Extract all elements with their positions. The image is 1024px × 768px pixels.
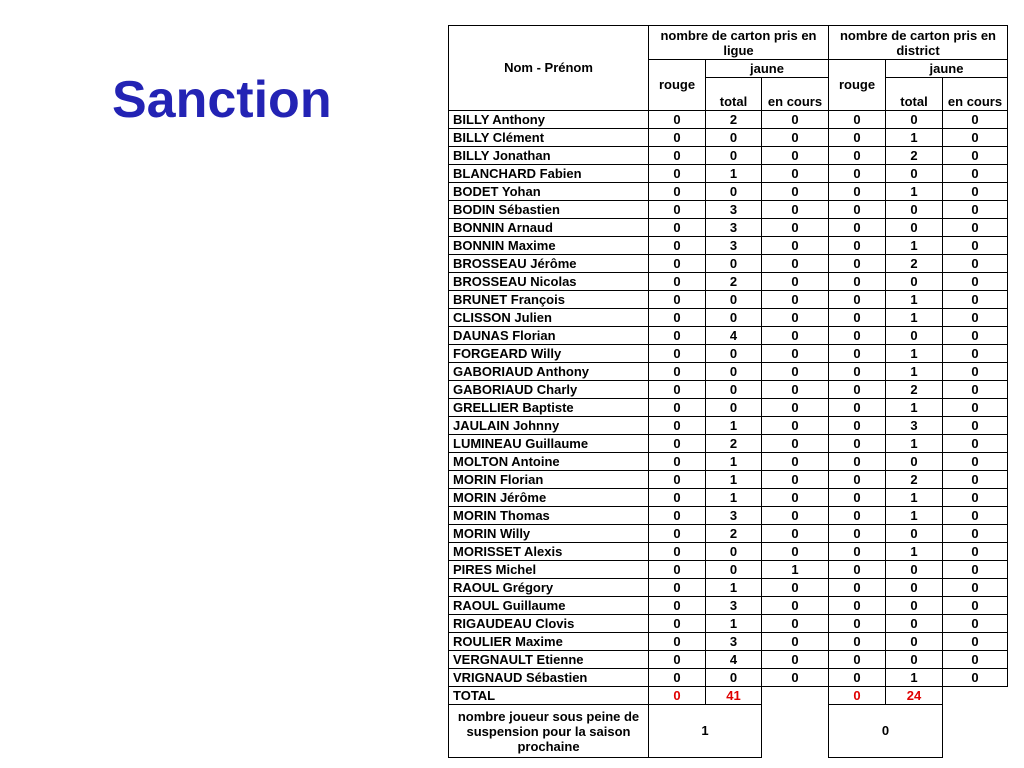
player-name: MORISSET Alexis bbox=[449, 543, 649, 561]
empty-cell bbox=[762, 705, 829, 758]
cell-ligue-en-cours: 0 bbox=[762, 417, 829, 435]
player-name: BODET Yohan bbox=[449, 183, 649, 201]
cell-ligue-en-cours: 0 bbox=[762, 237, 829, 255]
player-name: BONNIN Arnaud bbox=[449, 219, 649, 237]
cell-district-total: 0 bbox=[886, 597, 943, 615]
cell-district-en-cours: 0 bbox=[943, 633, 1008, 651]
cell-district-rouge: 0 bbox=[829, 183, 886, 201]
player-name: MORIN Florian bbox=[449, 471, 649, 489]
table-row bbox=[449, 255, 1008, 273]
cell-ligue-rouge: 0 bbox=[649, 543, 706, 561]
cell-district-total: 0 bbox=[886, 525, 943, 543]
cell-district-total: 0 bbox=[886, 273, 943, 291]
player-name: RAOUL Grégory bbox=[449, 579, 649, 597]
cell-ligue-total: 2 bbox=[706, 273, 762, 291]
cell-ligue-total: 1 bbox=[706, 489, 762, 507]
cell-ligue-rouge: 0 bbox=[649, 291, 706, 309]
player-name: MOLTON Antoine bbox=[449, 453, 649, 471]
suspension-row bbox=[449, 705, 1008, 758]
cell-district-en-cours: 0 bbox=[943, 597, 1008, 615]
cell-ligue-en-cours: 0 bbox=[762, 183, 829, 201]
table-row bbox=[449, 633, 1008, 651]
cell-ligue-rouge: 0 bbox=[649, 453, 706, 471]
cell-district-total: 0 bbox=[886, 111, 943, 129]
cell-district-rouge: 0 bbox=[829, 201, 886, 219]
player-name: BROSSEAU Nicolas bbox=[449, 273, 649, 291]
player-name: BILLY Anthony bbox=[449, 111, 649, 129]
cell-district-rouge: 0 bbox=[829, 417, 886, 435]
cell-ligue-rouge: 0 bbox=[649, 129, 706, 147]
cell-district-rouge: 0 bbox=[829, 579, 886, 597]
cell-district-en-cours: 0 bbox=[943, 651, 1008, 669]
cell-district-rouge: 0 bbox=[829, 615, 886, 633]
cell-ligue-en-cours: 0 bbox=[762, 453, 829, 471]
cell-ligue-rouge: 0 bbox=[649, 525, 706, 543]
player-name: GRELLIER Baptiste bbox=[449, 399, 649, 417]
cell-ligue-total: 0 bbox=[706, 561, 762, 579]
cell-ligue-en-cours: 0 bbox=[762, 543, 829, 561]
table-row bbox=[449, 183, 1008, 201]
cell-ligue-total: 0 bbox=[706, 381, 762, 399]
cell-ligue-rouge: 0 bbox=[649, 273, 706, 291]
cell-district-rouge: 0 bbox=[829, 525, 886, 543]
cell-ligue-en-cours: 0 bbox=[762, 327, 829, 345]
cell-ligue-total: 2 bbox=[706, 525, 762, 543]
suspension-label: nombre joueur sous peine de suspension pour la saison prochaine bbox=[449, 705, 649, 758]
header-ligue: nombre de carton pris en ligue bbox=[649, 26, 829, 60]
cell-district-rouge: 0 bbox=[829, 129, 886, 147]
table-row bbox=[449, 309, 1008, 327]
player-name: VRIGNAUD Sébastien bbox=[449, 669, 649, 687]
cell-district-en-cours: 0 bbox=[943, 201, 1008, 219]
cell-ligue-total: 2 bbox=[706, 435, 762, 453]
player-name: RAOUL Guillaume bbox=[449, 597, 649, 615]
cell-district-en-cours: 0 bbox=[943, 561, 1008, 579]
cell-ligue-total: 0 bbox=[706, 183, 762, 201]
cell-district-total: 1 bbox=[886, 489, 943, 507]
table-row bbox=[449, 669, 1008, 687]
cell-district-total: 1 bbox=[886, 507, 943, 525]
cell-district-en-cours: 0 bbox=[943, 471, 1008, 489]
cell-district-en-cours: 0 bbox=[943, 579, 1008, 597]
cell-district-total: 1 bbox=[886, 345, 943, 363]
cell-district-rouge: 0 bbox=[829, 363, 886, 381]
player-name: RIGAUDEAU Clovis bbox=[449, 615, 649, 633]
total-row bbox=[449, 687, 1008, 705]
cell-district-rouge: 0 bbox=[829, 399, 886, 417]
cell-ligue-rouge: 0 bbox=[649, 381, 706, 399]
cell-ligue-rouge: 0 bbox=[649, 507, 706, 525]
cell-district-rouge: 0 bbox=[829, 597, 886, 615]
header-ligue-total: total bbox=[706, 78, 762, 111]
total-ligue-total: 41 bbox=[706, 687, 762, 705]
cell-ligue-total: 0 bbox=[706, 291, 762, 309]
cell-ligue-total: 4 bbox=[706, 651, 762, 669]
cell-ligue-en-cours: 0 bbox=[762, 255, 829, 273]
table-row bbox=[449, 201, 1008, 219]
player-name: BILLY Clément bbox=[449, 129, 649, 147]
cell-ligue-rouge: 0 bbox=[649, 201, 706, 219]
cell-ligue-en-cours: 0 bbox=[762, 489, 829, 507]
player-name: MORIN Willy bbox=[449, 525, 649, 543]
table-row bbox=[449, 471, 1008, 489]
cell-district-en-cours: 0 bbox=[943, 273, 1008, 291]
cell-ligue-en-cours: 0 bbox=[762, 669, 829, 687]
cell-district-rouge: 0 bbox=[829, 291, 886, 309]
cell-ligue-en-cours: 0 bbox=[762, 615, 829, 633]
table-row bbox=[449, 399, 1008, 417]
table-row bbox=[449, 435, 1008, 453]
table-row bbox=[449, 237, 1008, 255]
player-name: PIRES Michel bbox=[449, 561, 649, 579]
cell-district-total: 2 bbox=[886, 255, 943, 273]
cell-district-rouge: 0 bbox=[829, 345, 886, 363]
cell-district-en-cours: 0 bbox=[943, 219, 1008, 237]
cell-district-total: 1 bbox=[886, 129, 943, 147]
cell-ligue-en-cours: 0 bbox=[762, 363, 829, 381]
cell-ligue-en-cours: 0 bbox=[762, 291, 829, 309]
cell-district-en-cours: 0 bbox=[943, 363, 1008, 381]
cell-district-en-cours: 0 bbox=[943, 669, 1008, 687]
cell-district-en-cours: 0 bbox=[943, 525, 1008, 543]
cell-district-total: 1 bbox=[886, 543, 943, 561]
cell-district-en-cours: 0 bbox=[943, 417, 1008, 435]
player-name: LUMINEAU Guillaume bbox=[449, 435, 649, 453]
table-row bbox=[449, 489, 1008, 507]
cell-district-rouge: 0 bbox=[829, 471, 886, 489]
table-row bbox=[449, 363, 1008, 381]
table-row bbox=[449, 111, 1008, 129]
cell-ligue-rouge: 0 bbox=[649, 489, 706, 507]
cell-district-rouge: 0 bbox=[829, 309, 886, 327]
player-name: BONNIN Maxime bbox=[449, 237, 649, 255]
empty-cell bbox=[943, 687, 1008, 705]
cell-district-total: 2 bbox=[886, 147, 943, 165]
table-row bbox=[449, 129, 1008, 147]
cell-district-total: 2 bbox=[886, 471, 943, 489]
cell-district-total: 1 bbox=[886, 183, 943, 201]
cell-ligue-total: 1 bbox=[706, 165, 762, 183]
cell-district-rouge: 0 bbox=[829, 489, 886, 507]
cell-ligue-rouge: 0 bbox=[649, 417, 706, 435]
total-label: TOTAL bbox=[449, 687, 649, 705]
cell-ligue-en-cours: 0 bbox=[762, 507, 829, 525]
cell-district-total: 0 bbox=[886, 453, 943, 471]
cell-ligue-total: 0 bbox=[706, 255, 762, 273]
cell-ligue-rouge: 0 bbox=[649, 597, 706, 615]
player-name: GABORIAUD Charly bbox=[449, 381, 649, 399]
cell-ligue-rouge: 0 bbox=[649, 633, 706, 651]
cell-district-rouge: 0 bbox=[829, 453, 886, 471]
cell-ligue-total: 3 bbox=[706, 507, 762, 525]
cell-ligue-total: 1 bbox=[706, 471, 762, 489]
cell-ligue-rouge: 0 bbox=[649, 615, 706, 633]
table-row bbox=[449, 543, 1008, 561]
cell-ligue-total: 1 bbox=[706, 417, 762, 435]
table-row bbox=[449, 165, 1008, 183]
cell-district-rouge: 0 bbox=[829, 147, 886, 165]
cell-ligue-total: 3 bbox=[706, 597, 762, 615]
cell-ligue-en-cours: 0 bbox=[762, 219, 829, 237]
cell-ligue-rouge: 0 bbox=[649, 435, 706, 453]
cell-district-en-cours: 0 bbox=[943, 453, 1008, 471]
cell-district-en-cours: 0 bbox=[943, 543, 1008, 561]
cell-ligue-en-cours: 0 bbox=[762, 111, 829, 129]
total-district-rouge: 0 bbox=[829, 687, 886, 705]
cell-ligue-total: 3 bbox=[706, 633, 762, 651]
cell-ligue-rouge: 0 bbox=[649, 579, 706, 597]
cell-district-en-cours: 0 bbox=[943, 183, 1008, 201]
table-row bbox=[449, 417, 1008, 435]
player-name: MORIN Jérôme bbox=[449, 489, 649, 507]
table-row bbox=[449, 291, 1008, 309]
player-name: MORIN Thomas bbox=[449, 507, 649, 525]
player-name: VERGNAULT Etienne bbox=[449, 651, 649, 669]
cell-district-total: 0 bbox=[886, 201, 943, 219]
cell-district-en-cours: 0 bbox=[943, 255, 1008, 273]
cell-district-total: 1 bbox=[886, 309, 943, 327]
cell-ligue-total: 0 bbox=[706, 309, 762, 327]
cell-ligue-en-cours: 0 bbox=[762, 399, 829, 417]
cell-ligue-total: 0 bbox=[706, 543, 762, 561]
table-row bbox=[449, 453, 1008, 471]
slide-title: Sanction bbox=[112, 71, 332, 129]
cell-district-en-cours: 0 bbox=[943, 291, 1008, 309]
cell-ligue-rouge: 0 bbox=[649, 147, 706, 165]
table-row bbox=[449, 327, 1008, 345]
cell-district-total: 0 bbox=[886, 651, 943, 669]
suspension-district: 0 bbox=[829, 705, 943, 758]
cell-district-rouge: 0 bbox=[829, 507, 886, 525]
header-ligue-en-cours: en cours bbox=[762, 78, 829, 111]
cell-district-total: 3 bbox=[886, 417, 943, 435]
table-row bbox=[449, 219, 1008, 237]
cell-ligue-total: 0 bbox=[706, 363, 762, 381]
cell-district-total: 0 bbox=[886, 327, 943, 345]
cell-ligue-total: 0 bbox=[706, 147, 762, 165]
cell-ligue-en-cours: 0 bbox=[762, 633, 829, 651]
table-row bbox=[449, 597, 1008, 615]
player-name: CLISSON Julien bbox=[449, 309, 649, 327]
cell-ligue-en-cours: 0 bbox=[762, 147, 829, 165]
cell-district-rouge: 0 bbox=[829, 381, 886, 399]
cell-ligue-rouge: 0 bbox=[649, 363, 706, 381]
total-district-total: 24 bbox=[886, 687, 943, 705]
cell-ligue-en-cours: 0 bbox=[762, 597, 829, 615]
table-row bbox=[449, 381, 1008, 399]
cell-ligue-en-cours: 0 bbox=[762, 201, 829, 219]
cell-district-rouge: 0 bbox=[829, 543, 886, 561]
cell-ligue-total: 0 bbox=[706, 129, 762, 147]
suspension-ligue: 1 bbox=[649, 705, 762, 758]
cell-ligue-en-cours: 0 bbox=[762, 273, 829, 291]
player-name: BRUNET François bbox=[449, 291, 649, 309]
header-district-en-cours: en cours bbox=[943, 78, 1008, 111]
cell-district-rouge: 0 bbox=[829, 219, 886, 237]
cell-district-total: 0 bbox=[886, 579, 943, 597]
cell-ligue-rouge: 0 bbox=[649, 219, 706, 237]
table-row bbox=[449, 579, 1008, 597]
player-name: DAUNAS Florian bbox=[449, 327, 649, 345]
cell-district-rouge: 0 bbox=[829, 255, 886, 273]
player-name: JAULAIN Johnny bbox=[449, 417, 649, 435]
cell-district-rouge: 0 bbox=[829, 327, 886, 345]
cell-district-rouge: 0 bbox=[829, 273, 886, 291]
cell-ligue-total: 2 bbox=[706, 111, 762, 129]
cell-district-rouge: 0 bbox=[829, 111, 886, 129]
cell-district-total: 1 bbox=[886, 435, 943, 453]
cell-district-rouge: 0 bbox=[829, 633, 886, 651]
table-row bbox=[449, 615, 1008, 633]
empty-cell bbox=[943, 705, 1008, 758]
cell-district-total: 0 bbox=[886, 165, 943, 183]
cell-district-rouge: 0 bbox=[829, 165, 886, 183]
cell-district-rouge: 0 bbox=[829, 651, 886, 669]
cell-district-total: 0 bbox=[886, 633, 943, 651]
cell-ligue-rouge: 0 bbox=[649, 561, 706, 579]
cell-ligue-rouge: 0 bbox=[649, 327, 706, 345]
cell-ligue-en-cours: 0 bbox=[762, 651, 829, 669]
cell-ligue-total: 1 bbox=[706, 579, 762, 597]
player-name: BLANCHARD Fabien bbox=[449, 165, 649, 183]
empty-cell bbox=[762, 687, 829, 705]
header-ligue-jaune: jaune bbox=[706, 60, 829, 78]
table-row bbox=[449, 561, 1008, 579]
cell-district-en-cours: 0 bbox=[943, 327, 1008, 345]
cell-ligue-total: 0 bbox=[706, 669, 762, 687]
cell-district-en-cours: 0 bbox=[943, 489, 1008, 507]
cell-ligue-total: 3 bbox=[706, 237, 762, 255]
cell-district-total: 0 bbox=[886, 615, 943, 633]
cell-district-rouge: 0 bbox=[829, 669, 886, 687]
cell-district-en-cours: 0 bbox=[943, 345, 1008, 363]
cell-district-en-cours: 0 bbox=[943, 381, 1008, 399]
cell-district-total: 1 bbox=[886, 669, 943, 687]
cell-district-en-cours: 0 bbox=[943, 309, 1008, 327]
cell-ligue-total: 1 bbox=[706, 453, 762, 471]
header-district-rouge: rouge bbox=[829, 60, 886, 111]
cell-ligue-rouge: 0 bbox=[649, 651, 706, 669]
cell-ligue-total: 4 bbox=[706, 327, 762, 345]
table-row bbox=[449, 345, 1008, 363]
cell-district-total: 2 bbox=[886, 381, 943, 399]
table-row bbox=[449, 147, 1008, 165]
cell-ligue-rouge: 0 bbox=[649, 345, 706, 363]
cell-ligue-en-cours: 0 bbox=[762, 579, 829, 597]
cell-ligue-total: 1 bbox=[706, 615, 762, 633]
player-name: BODIN Sébastien bbox=[449, 201, 649, 219]
player-name: FORGEARD Willy bbox=[449, 345, 649, 363]
cell-district-total: 1 bbox=[886, 291, 943, 309]
cell-district-en-cours: 0 bbox=[943, 129, 1008, 147]
table-row bbox=[449, 507, 1008, 525]
cell-ligue-en-cours: 0 bbox=[762, 525, 829, 543]
cell-ligue-total: 0 bbox=[706, 345, 762, 363]
cell-district-en-cours: 0 bbox=[943, 165, 1008, 183]
cell-ligue-total: 0 bbox=[706, 399, 762, 417]
cell-district-en-cours: 0 bbox=[943, 237, 1008, 255]
cell-ligue-rouge: 0 bbox=[649, 669, 706, 687]
cell-district-en-cours: 0 bbox=[943, 435, 1008, 453]
cell-ligue-en-cours: 0 bbox=[762, 345, 829, 363]
cell-ligue-rouge: 0 bbox=[649, 237, 706, 255]
player-name: ROULIER Maxime bbox=[449, 633, 649, 651]
cell-ligue-en-cours: 0 bbox=[762, 129, 829, 147]
player-name: BILLY Jonathan bbox=[449, 147, 649, 165]
cell-district-rouge: 0 bbox=[829, 435, 886, 453]
cell-district-total: 1 bbox=[886, 399, 943, 417]
cell-district-rouge: 0 bbox=[829, 237, 886, 255]
header-district-total: total bbox=[886, 78, 943, 111]
cell-district-total: 0 bbox=[886, 219, 943, 237]
cell-ligue-rouge: 0 bbox=[649, 255, 706, 273]
cell-district-rouge: 0 bbox=[829, 561, 886, 579]
cell-ligue-en-cours: 0 bbox=[762, 381, 829, 399]
sanction-table bbox=[448, 25, 1008, 758]
header-district-jaune: jaune bbox=[886, 60, 1008, 78]
cell-ligue-en-cours: 0 bbox=[762, 309, 829, 327]
cell-district-en-cours: 0 bbox=[943, 147, 1008, 165]
cell-ligue-rouge: 0 bbox=[649, 111, 706, 129]
cell-district-en-cours: 0 bbox=[943, 111, 1008, 129]
header-ligue-rouge: rouge bbox=[649, 60, 706, 111]
cell-ligue-en-cours: 0 bbox=[762, 435, 829, 453]
table-row bbox=[449, 651, 1008, 669]
header-name: Nom - Prénom bbox=[449, 26, 649, 111]
table-row bbox=[449, 273, 1008, 291]
cell-district-en-cours: 0 bbox=[943, 615, 1008, 633]
cell-ligue-en-cours: 0 bbox=[762, 471, 829, 489]
cell-district-total: 1 bbox=[886, 363, 943, 381]
cell-ligue-rouge: 0 bbox=[649, 165, 706, 183]
cell-district-en-cours: 0 bbox=[943, 399, 1008, 417]
header-district: nombre de carton pris en district bbox=[829, 26, 1008, 60]
total-ligue-rouge: 0 bbox=[649, 687, 706, 705]
cell-district-total: 0 bbox=[886, 561, 943, 579]
cell-ligue-rouge: 0 bbox=[649, 183, 706, 201]
cell-district-en-cours: 0 bbox=[943, 507, 1008, 525]
cell-district-total: 1 bbox=[886, 237, 943, 255]
cell-ligue-en-cours: 1 bbox=[762, 561, 829, 579]
cell-ligue-total: 3 bbox=[706, 201, 762, 219]
cell-ligue-en-cours: 0 bbox=[762, 165, 829, 183]
cell-ligue-total: 3 bbox=[706, 219, 762, 237]
cell-ligue-rouge: 0 bbox=[649, 399, 706, 417]
cell-ligue-rouge: 0 bbox=[649, 309, 706, 327]
player-name: BROSSEAU Jérôme bbox=[449, 255, 649, 273]
player-name: GABORIAUD Anthony bbox=[449, 363, 649, 381]
cell-ligue-rouge: 0 bbox=[649, 471, 706, 489]
table-row bbox=[449, 525, 1008, 543]
